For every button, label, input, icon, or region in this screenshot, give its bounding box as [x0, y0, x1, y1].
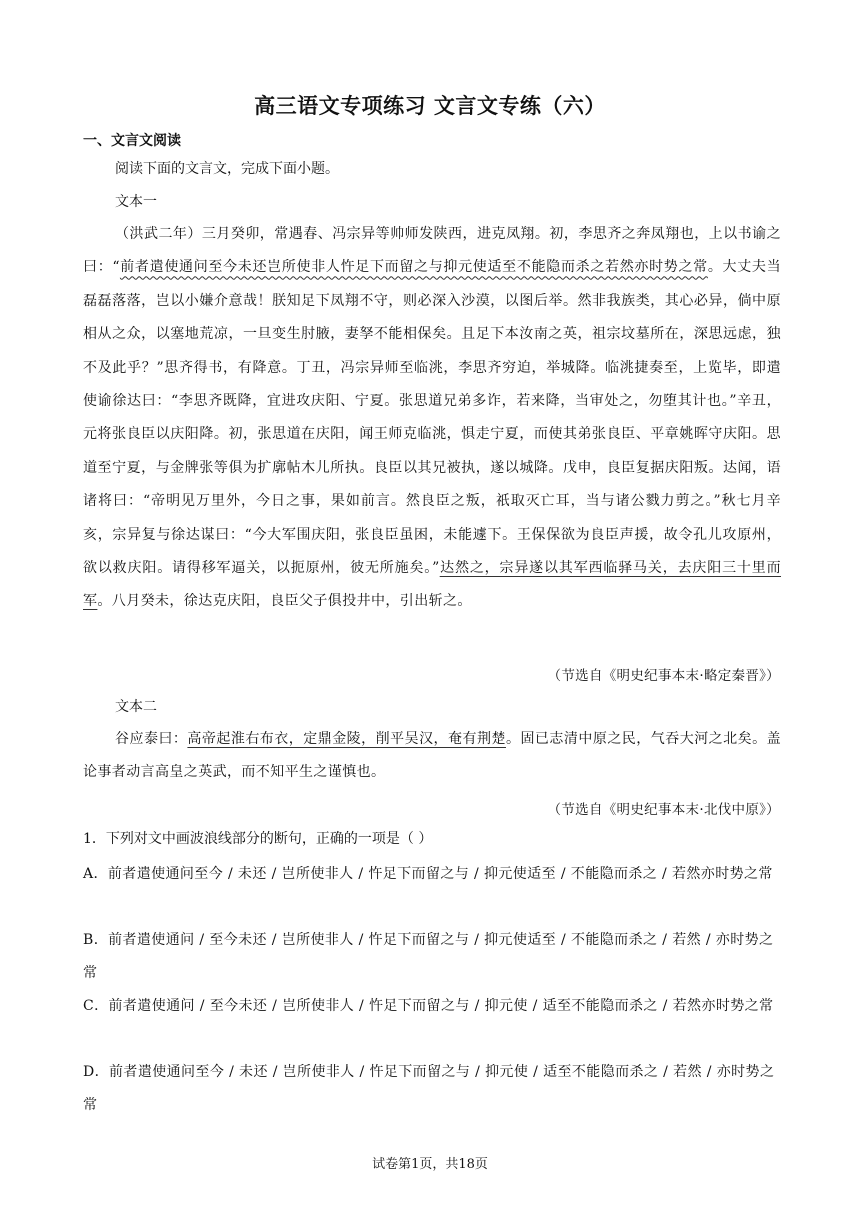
text2-part-b: 。固已志清中原之民，气吞大河之北矣。盖论事者动言高皇之英武，而不知平生之谨慎也。 — [83, 731, 781, 781]
text1-label: 文本一 — [115, 194, 157, 210]
option-b[interactable]: B．前者遣使通问 / 至今未还 / 岂所使非人 / 忤足下而留之与 / 抑元使适至 / 不能隐而杀之 / 若然 / 亦时势之常 — [83, 932, 774, 981]
page-footer: 试卷第1页，共18页 — [372, 1157, 488, 1172]
text2-passage — [83, 723, 781, 790]
text2-source: （节选自《明史纪事本末·北伐中原》） — [547, 802, 780, 818]
option-d[interactable]: D．前者遣使通问至今 / 未还 / 岂所使非人 / 忤足下而留之与 / 抑元使 / 适至不能隐而杀之 / 若然 / 亦时势之常 — [83, 1064, 775, 1113]
text2-part-a: 谷应泰曰： — [115, 731, 188, 747]
text1-passage — [83, 218, 781, 619]
option-c[interactable]: C．前者遣使通问 / 至今未还 / 岂所使非人 / 忤足下而留之与 / 抑元使 / 适至不能隐而杀之 / 若然亦时势之常 — [83, 998, 774, 1014]
instruction-text: 阅读下面的文言文，完成下面小题。 — [115, 161, 339, 177]
text1-part-b: 。大丈夫当磊磊落落，岂以小嫌介意哉！朕知足下凤翔不守，则必深入沙漠，以图后举。然非我族类，其心必异，倘中原相从之众，以塞地荒凉，一旦变生肘腋，妻孥不能相保矣。且足下本汝南之英，祖宗坟墓所在，深思远虑，独不及此乎？”思齐得书，有降意。丁丑，冯宗异师至临洮，李思齐穷迫，举城降。临洮捷奏至，上览毕，即遣使谕徐达曰：“李思齐既降，宜进攻庆阳、宁夏。张思道兄弟多诈，若来降，当审处之，勿堕其计也。”辛丑，元将张良臣以庆阳降。初，张思道在庆阳，闻王师克临洮，惧走宁夏，而使其弟张良臣、平章姚晖守庆阳。思道至宁夏，与金牌张等俱为扩廓帖木儿所执。良臣以其兄被执，遂以城降。戊申，良臣复据庆阳叛。达闻，语诸将曰：“帝明见万里外，今日之事，果如前言。然良臣之叛，祇取灭亡耳，当与诸公戮力剪之。”秋七月辛亥，宗异复与徐达谋曰：“今大军围庆阳，张良臣虽困，未能遽下。王保保欲为良臣声援，故令孔儿攻原州，欲以救庆阳。请得移军逼关，以扼原州，彼无所施矣。” — [83, 259, 782, 577]
question-stem: 1．下列对文中画波浪线部分的断句，正确的一项是（ ） — [83, 831, 433, 847]
text1-source: （节选自《明史纪事本末·略定秦晋》） — [547, 668, 780, 684]
underlined-sentence-2: 高帝起淮右布衣，定鼎金陵，削平吴汉，奄有荆楚 — [187, 731, 506, 747]
wavy-underlined-sentence: 前者遣使通问至今未还岂所使非人忤足下而留之与抑元使适至不能隐而杀之若然亦时势之常 — [119, 259, 708, 276]
text1-part-a: （洪武二年）三月癸卯，常遇春、冯宗异等帅师发陕西，进克凤翔。初，李思齐之奔凤翔也，上以书谕之曰：“ — [83, 226, 781, 276]
option-a[interactable]: A．前者遣使通问至今 / 未还 / 岂所使非人 / 忤足下而留之与 / 抑元使适至 / 不能隐而杀之 / 若然亦时势之常 — [83, 866, 773, 882]
page-title: 高三语文专项练习 文言文专练（六） — [254, 94, 606, 118]
underlined-sentence: 达然之，宗异遂以其军西临驿马关，去庆阳三十里而军 — [83, 560, 782, 610]
text1-part-c: 。八月癸未，徐达克庆阳，良臣父子俱投井中，引出斩之。 — [97, 593, 472, 610]
text2-label: 文本二 — [115, 699, 157, 715]
section-heading: 一、文言文阅读 — [83, 133, 181, 149]
